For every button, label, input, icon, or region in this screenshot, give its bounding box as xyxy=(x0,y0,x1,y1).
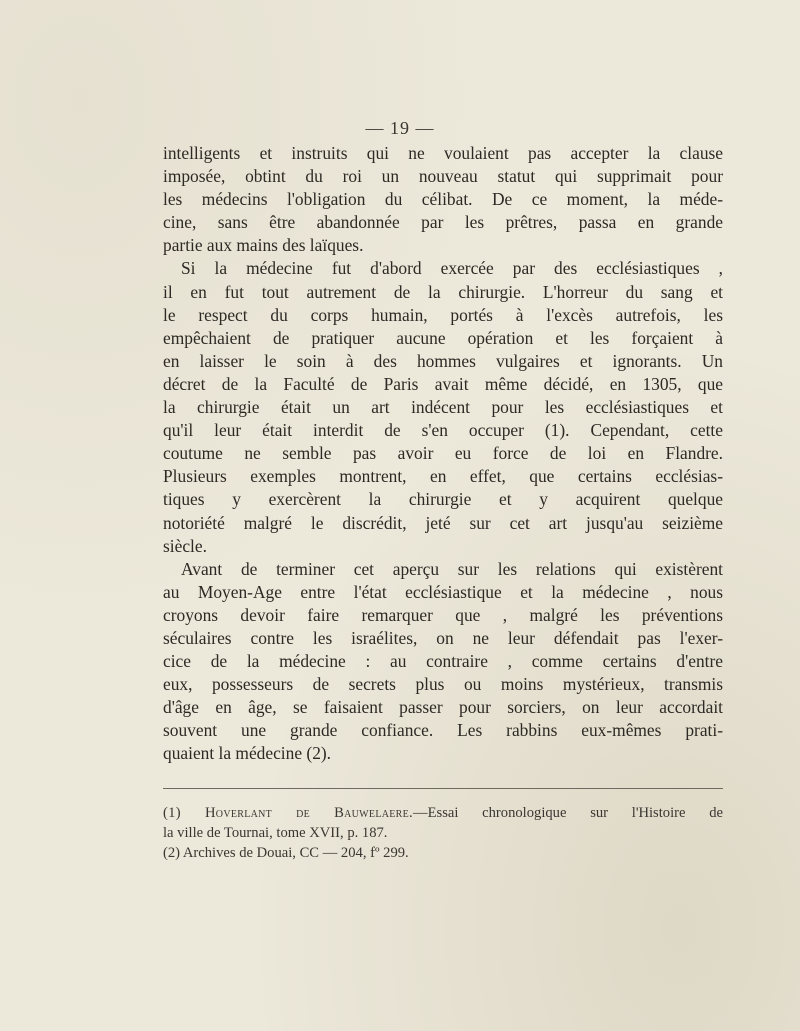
body-line: le respect du corps humain, portés à l'excès autrefois, les xyxy=(163,304,723,325)
body-line: siècle. xyxy=(163,535,207,556)
body-line: intelligents et instruits qui ne voulaient pas accepter la clause xyxy=(163,143,723,163)
body-line: quaient la médecine (2). xyxy=(163,743,332,764)
body-line: cine, sans être abandonnée par les prêtres, passa en grande xyxy=(163,212,723,233)
footnote-1-continuation: la ville de Tournai, tome XVII, p. 187. xyxy=(163,825,388,841)
body-line: souvent une grande confiance. Les rabbins eux-mêmes prati- xyxy=(163,720,723,741)
body-line: décret de la Faculté de Paris avait même décidé, en 1305, que xyxy=(163,373,723,394)
body-line: imposée, obtint du roi un nouveau statut qui supprimait pour xyxy=(163,166,723,187)
body-line: croyons devoir faire remarquer que , malgré les préventions xyxy=(163,604,723,625)
body-line: Plusieurs exemples montrent, en effet, que certains ecclésias- xyxy=(163,466,723,487)
body-line: notoriété malgré le discrédit, jeté sur cet art jusqu'au seizième xyxy=(163,512,723,533)
body-line: empêchaient de pratiquer aucune opération et les forçaient à xyxy=(163,327,723,348)
body-line: coutume ne semble pas avoir eu force de loi en Flandre. xyxy=(163,443,723,464)
footnote-divider xyxy=(163,788,723,789)
body-line: Avant de terminer cet aperçu sur les relations qui existèrent xyxy=(181,558,723,579)
footnote-1 xyxy=(163,803,723,823)
body-text xyxy=(163,142,723,766)
body-line: eux, possesseurs de secrets plus ou moins mystérieux, transmis xyxy=(163,674,723,695)
body-line: la chirurgie était un art indécent pour les ecclésiastiques et xyxy=(163,397,723,418)
footnotes xyxy=(163,803,723,863)
body-line: partie aux mains des laïques. xyxy=(163,235,364,256)
body-line: il en fut tout autrement de la chirurgie. L'horreur du sang et xyxy=(163,281,723,302)
page-number: — 19 — xyxy=(365,118,435,138)
footnote-2: (2) Archives de Douai, CC — 204, fº 299. xyxy=(163,845,409,861)
body-line: les médecins l'obligation du célibat. De ce moment, la méde- xyxy=(163,189,723,210)
body-line: en laisser le soin à des hommes vulgaires et ignorants. Un xyxy=(163,350,723,371)
body-line: Si la médecine fut d'abord exercée par des ecclésiastiques , xyxy=(181,258,723,279)
body-line: cice de la médecine : au contraire , comme certains d'entre xyxy=(163,651,723,672)
body-line: qu'il leur était interdit de s'en occuper (1). Cependant, cette xyxy=(163,420,723,441)
footnote-1-author: (1) Hoverlant de Bauwelaere. xyxy=(163,805,413,821)
footnote-1-title: —Essai chronologique sur l'Histoire de xyxy=(413,805,723,821)
body-line: tiques y exercèrent la chirurgie et y acquirent quelque xyxy=(163,489,723,510)
body-line: d'âge en âge, se faisaient passer pour sorciers, on leur accordait xyxy=(163,697,723,718)
body-line: au Moyen-Age entre l'état ecclésiastique et la médecine , nous xyxy=(163,581,723,602)
body-line: séculaires contre les israélites, on ne leur défendait pas l'exer- xyxy=(163,627,723,648)
